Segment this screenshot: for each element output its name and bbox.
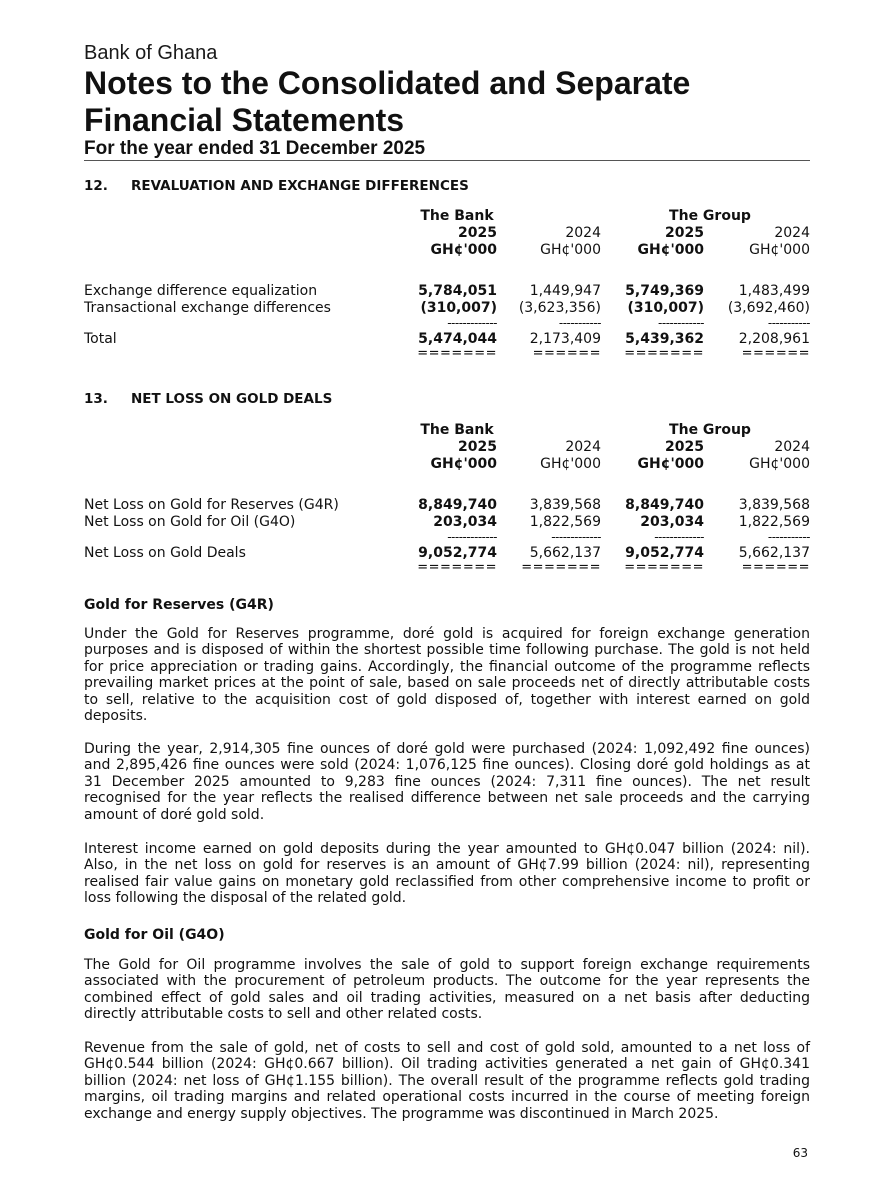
total-rule <box>84 348 810 362</box>
cell-value: 1,449,947 <box>529 283 601 299</box>
row-label: Transactional exchange differences <box>84 300 331 316</box>
cell-value: 1,822,569 <box>738 514 810 530</box>
cell-value: 9,052,774 <box>418 545 497 561</box>
year-header: 2024 <box>774 225 810 241</box>
table-row <box>84 300 810 317</box>
cell-value: 5,784,051 <box>418 283 497 299</box>
note-13-title: NET LOSS ON GOLD DEALS <box>131 391 333 407</box>
note-12-table <box>84 208 810 362</box>
year-header: 2025 <box>458 439 497 455</box>
subtotal-rule <box>84 317 810 331</box>
dash-rule: ----------- <box>558 316 601 330</box>
cell-value: 5,662,137 <box>738 545 810 561</box>
unit-header: GH¢'000 <box>749 456 810 472</box>
year-header: 2025 <box>665 225 704 241</box>
cell-value: 9,052,774 <box>625 545 704 561</box>
double-rule: ======= <box>417 346 497 361</box>
g4r-paragraph-3: Interest income earned on gold deposits during the year amounted to GH¢0.047 billion (2024: nil). Also, in the net loss on gold for reserves is an amount of GH¢7.99 billion (2024: nil), representing realised fair value gains on monetary gold reclassified from other comprehensive income to profit or loss following the disposal of the related gold. <box>84 841 810 907</box>
note-12-title: REVALUATION AND EXCHANGE DIFFERENCES <box>131 178 469 194</box>
table-group-header <box>84 208 810 225</box>
g4r-paragraph-2: During the year, 2,914,305 fine ounces of doré gold were purchased (2024: 1,092,492 fine ounces) and 2,895,426 fine ounces were sold (2024: 1,076,125 fine ounces). Closing doré gold holdings as at 31 December 2025 amounted to 9,283 fine ounces (2024: 7,311 fine ounces). The net result recognised for the year reflects the realised difference between net sale proceeds and the carrying amount of doré gold sold. <box>84 741 810 823</box>
double-rule: ======= <box>624 346 704 361</box>
cell-value: 1,483,499 <box>738 283 810 299</box>
cell-value: 203,034 <box>433 514 497 530</box>
row-label: Exchange difference equalization <box>84 283 318 299</box>
double-rule: ======= <box>521 560 601 575</box>
unit-header: GH¢'000 <box>637 456 704 472</box>
unit-header: GH¢'000 <box>430 242 497 258</box>
cell-value: 8,849,740 <box>625 497 704 513</box>
row-label: Net Loss on Gold for Reserves (G4R) <box>84 497 339 513</box>
table-row <box>84 514 810 531</box>
note-12-heading <box>84 178 469 194</box>
g4r-heading: Gold for Reserves (G4R) <box>84 597 274 613</box>
cell-value: 5,439,362 <box>625 331 704 347</box>
table-year-header <box>84 439 810 456</box>
double-rule: ====== <box>741 346 810 361</box>
note-12-number: 12. <box>84 178 108 194</box>
organization-name: Bank of Ghana <box>84 42 218 64</box>
year-header: 2024 <box>565 439 601 455</box>
double-rule: ======= <box>624 560 704 575</box>
g4r-paragraph-1: Under the Gold for Reserves programme, doré gold is acquired for foreign exchange generation purposes and is disposed of within the shortest possible time following purchase. The gold is not held for price appreciation or trading gains. Accordingly, the financial outcome of the programme reflects prevailing market prices at the point of sale, based on sale proceeds net of directly attributable costs to sell, relative to the acquisition cost of gold disposed of, together with interest earned on gold deposits. <box>84 626 810 725</box>
unit-header: GH¢'000 <box>540 456 601 472</box>
cell-value: 3,839,568 <box>738 497 810 513</box>
g4o-paragraph-2: Revenue from the sale of gold, net of costs to sell and cost of gold sold, amounted to a net loss of GH¢0.544 billion (2024: GH¢0.667 billion). Oil trading activities generated a net gain of GH¢0.341 billion (2024: net loss of GH¢1.155 billion). The overall result of the programme reflects gold trading margins, oil trading margins and related operational costs incurred in the course of meeting foreign exchange and energy supply objectives. The programme was discontinued in March 2025. <box>84 1040 810 1122</box>
g4o-heading: Gold for Oil (G4O) <box>84 927 225 943</box>
row-label: Total <box>84 331 117 347</box>
unit-header: GH¢'000 <box>430 456 497 472</box>
year-header: 2024 <box>565 225 601 241</box>
unit-header: GH¢'000 <box>540 242 601 258</box>
subtotal-rule <box>84 531 810 545</box>
dash-rule: ------------- <box>447 316 497 330</box>
cell-value: (3,623,356) <box>518 300 601 316</box>
unit-header: GH¢'000 <box>637 242 704 258</box>
double-rule: ======= <box>417 560 497 575</box>
cell-value: 2,173,409 <box>529 331 601 347</box>
page-title: Notes to the Consolidated and Separate Financial Statements <box>84 65 691 138</box>
dash-rule: ----------- <box>767 530 810 544</box>
cell-value: 5,474,044 <box>418 331 497 347</box>
dash-rule: ------------ <box>658 316 704 330</box>
row-label: Net Loss on Gold for Oil (G4O) <box>84 514 296 530</box>
table-unit-header <box>84 456 810 473</box>
group-label-bank: The Bank <box>420 422 494 438</box>
page-number: 63 <box>792 1146 808 1160</box>
dash-rule: ----------- <box>767 316 810 330</box>
table-row <box>84 497 810 514</box>
header-divider <box>84 160 810 161</box>
dash-rule: ------------- <box>654 530 704 544</box>
note-13-table <box>84 422 810 576</box>
table-year-header <box>84 225 810 242</box>
cell-value: (3,692,460) <box>727 300 810 316</box>
year-header: 2025 <box>458 225 497 241</box>
total-rule <box>84 562 810 576</box>
year-header: 2025 <box>665 439 704 455</box>
cell-value: (310,007) <box>627 300 704 316</box>
dash-rule: ------------- <box>447 530 497 544</box>
g4o-paragraph-1: The Gold for Oil programme involves the sale of gold to support foreign exchange requirements associated with the procurement of petroleum products. The outcome for the year represents the combined effect of gold sales and oil trading activities, measured on a net basis after deducting directly attributable costs to sell and other related costs. <box>84 957 810 1023</box>
group-label-group: The Group <box>669 422 751 438</box>
page-subtitle: For the year ended 31 December 2025 <box>84 138 426 159</box>
table-unit-header <box>84 242 810 259</box>
note-13-heading <box>84 391 332 407</box>
table-group-header <box>84 422 810 439</box>
unit-header: GH¢'000 <box>749 242 810 258</box>
group-label-group: The Group <box>669 208 751 224</box>
cell-value: 2,208,961 <box>738 331 810 347</box>
cell-value: 8,849,740 <box>418 497 497 513</box>
double-rule: ====== <box>532 346 601 361</box>
cell-value: 3,839,568 <box>529 497 601 513</box>
cell-value: 203,034 <box>640 514 704 530</box>
note-13-number: 13. <box>84 391 108 407</box>
cell-value: 1,822,569 <box>529 514 601 530</box>
table-row <box>84 283 810 300</box>
year-header: 2024 <box>774 439 810 455</box>
cell-value: 5,662,137 <box>529 545 601 561</box>
double-rule: ====== <box>741 560 810 575</box>
dash-rule: ------------- <box>551 530 601 544</box>
row-label: Net Loss on Gold Deals <box>84 545 246 561</box>
cell-value: 5,749,369 <box>625 283 704 299</box>
cell-value: (310,007) <box>420 300 497 316</box>
group-label-bank: The Bank <box>420 208 494 224</box>
